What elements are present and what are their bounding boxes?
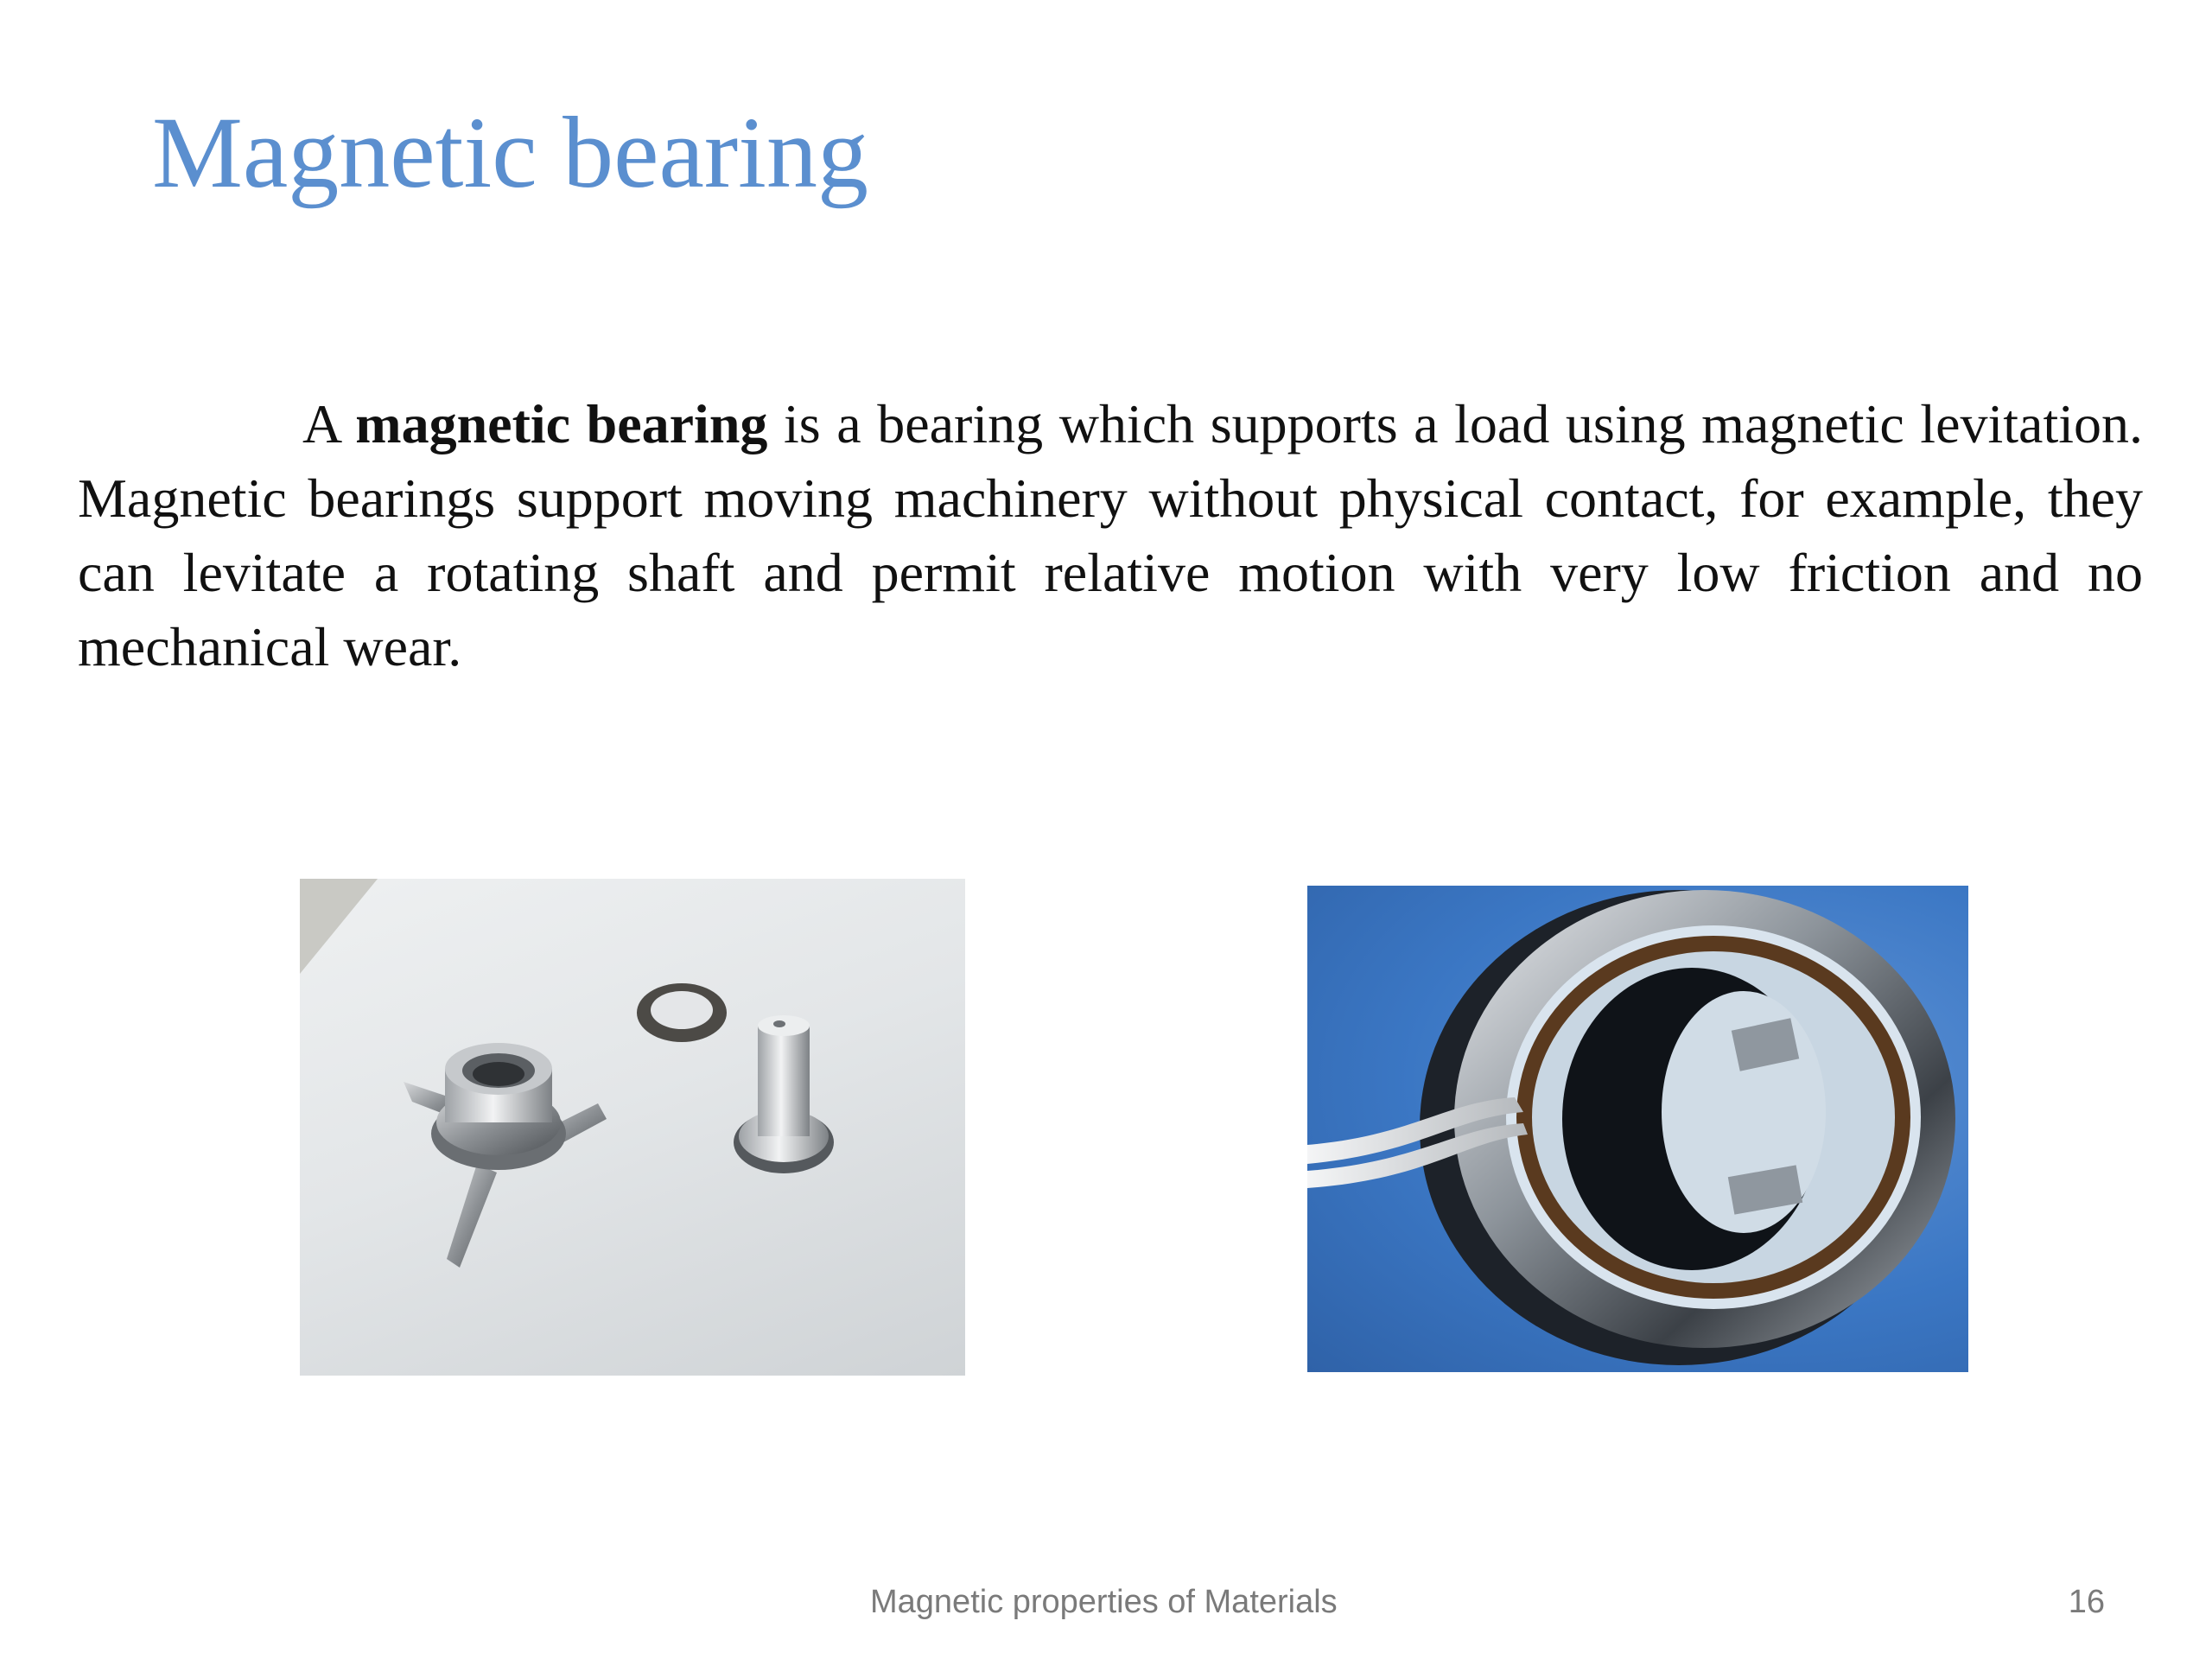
bearing-parts-photo [300,879,965,1376]
bearing-parts-illustration [300,879,965,1376]
body-rest: is a bearing which supports a load using magnetic levitation. Magnetic bearings support moving machinery without physical contact, for example, they can levitate a rotating shaft and permit relative motion with very low friction and no mechanical wear. [78,393,2144,677]
rotor-part [404,1043,607,1268]
body-term: magnetic bearing [355,393,768,454]
shaft-part [734,1015,834,1173]
radial-bearing-photo [1307,886,1968,1372]
body-lead: A [302,393,356,454]
radial-bearing-illustration [1307,886,1968,1372]
slide-title: Magnetic bearing [152,96,868,209]
body-paragraph [78,387,2143,684]
small-ring [637,983,727,1042]
slide-page-number: 16 [2068,1584,2105,1620]
slide-footer: Magnetic properties of Materials [870,1584,1338,1620]
